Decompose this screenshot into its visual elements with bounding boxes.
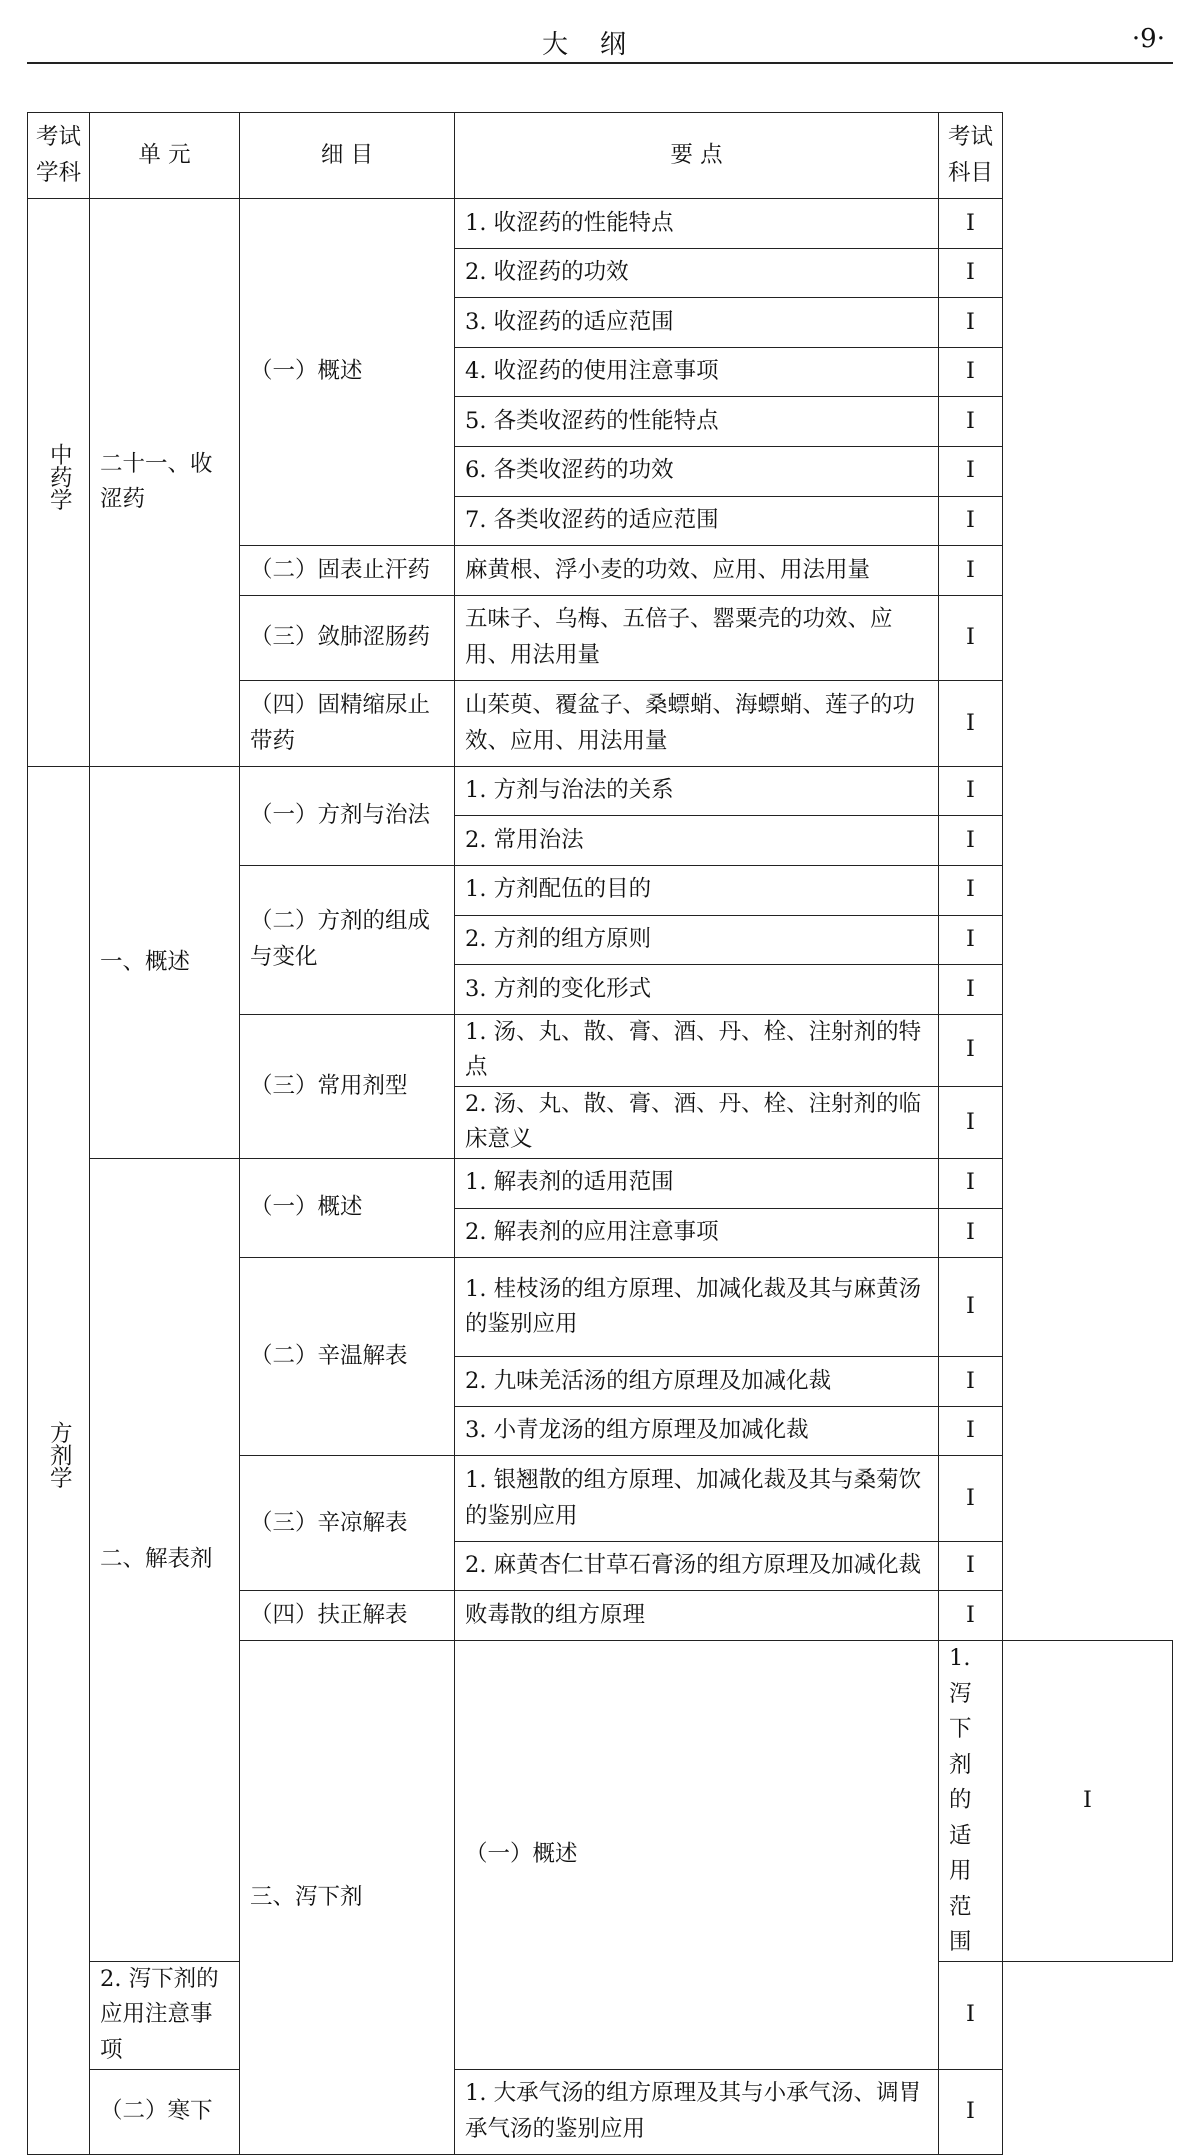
unit-cell: 二十一、收涩药 [90, 199, 240, 767]
subject-cell: 中药学 [28, 199, 90, 767]
point-cell: 1. 银翘散的组方原理、加减化裁及其与桑菊饮的鉴别应用 [455, 1456, 939, 1542]
point-cell: 五味子、乌梅、五倍子、罂粟壳的功效、应用、用法用量 [455, 595, 939, 681]
col-item: 细 目 [240, 113, 455, 199]
point-cell: 1. 方剂与治法的关系 [455, 766, 939, 816]
point-cell: 5. 各类收涩药的性能特点 [455, 397, 939, 447]
level-cell: I [939, 298, 1003, 348]
level-cell: I [939, 1961, 1003, 2069]
level-cell: I [939, 1591, 1003, 1641]
level-cell: I [939, 199, 1003, 249]
point-cell: 败毒散的组方原理 [455, 1591, 939, 1641]
point-cell: 2. 汤、丸、散、膏、酒、丹、栓、注射剂的临床意义 [455, 1086, 939, 1158]
level-cell: I [939, 865, 1003, 915]
level-cell: I [939, 1541, 1003, 1591]
col-point: 要 点 [455, 113, 939, 199]
level-cell: I [939, 546, 1003, 596]
unit-cell: 二、解表剂 [90, 1158, 240, 1961]
point-cell: 2. 麻黄杏仁甘草石膏汤的组方原理及加减化裁 [455, 1541, 939, 1591]
point-cell: 4. 收涩药的使用注意事项 [455, 347, 939, 397]
table-row [28, 766, 1173, 816]
point-cell: 2. 解表剂的应用注意事项 [455, 1208, 939, 1258]
table-row [28, 199, 1173, 249]
col-unit: 单 元 [90, 113, 240, 199]
col-level: 考试科目 [939, 113, 1003, 199]
level-cell: I [939, 1208, 1003, 1258]
point-cell: 山茱萸、覆盆子、桑螵蛸、海螵蛸、莲子的功效、应用、用法用量 [455, 681, 939, 767]
table-header-row [28, 113, 1173, 199]
item-cell: （二）寒下 [90, 2069, 240, 2155]
syllabus-table [27, 112, 1173, 2155]
point-cell: 3. 方剂的变化形式 [455, 965, 939, 1015]
point-cell: 1. 桂枝汤的组方原理、加减化裁及其与麻黄汤的鉴别应用 [455, 1258, 939, 1357]
level-cell: I [939, 248, 1003, 298]
table-row [28, 1158, 1173, 1208]
page-header [27, 22, 1173, 64]
item-cell: （一）方剂与治法 [240, 766, 455, 865]
item-cell: （三）常用剂型 [240, 1014, 455, 1158]
item-cell: （四）固精缩尿止带药 [240, 681, 455, 767]
level-cell: I [939, 681, 1003, 767]
level-cell: I [939, 965, 1003, 1015]
item-cell: （三）辛凉解表 [240, 1456, 455, 1591]
point-cell: 2. 收涩药的功效 [455, 248, 939, 298]
level-cell: I [939, 1456, 1003, 1542]
point-cell: 2. 常用治法 [455, 816, 939, 866]
level-cell: I [939, 766, 1003, 816]
level-cell: I [939, 1014, 1003, 1086]
point-cell: 7. 各类收涩药的适应范围 [455, 496, 939, 546]
page-title: 大纲 [541, 30, 658, 60]
item-cell: （四）扶正解表 [240, 1591, 455, 1641]
point-cell: 3. 收涩药的适应范围 [455, 298, 939, 348]
point-cell: 3. 小青龙汤的组方原理及加减化裁 [455, 1406, 939, 1456]
point-cell: 1. 泻下剂的适用范围 [939, 1640, 1003, 1961]
point-cell: 麻黄根、浮小麦的功效、应用、用法用量 [455, 546, 939, 596]
level-cell: I [939, 496, 1003, 546]
level-cell: I [939, 397, 1003, 447]
table-row [28, 2069, 1173, 2155]
col-subject: 考试学科 [28, 113, 90, 199]
level-cell: I [939, 1158, 1003, 1208]
point-cell: 1. 收涩药的性能特点 [455, 199, 939, 249]
point-cell: 1. 大承气汤的组方原理及其与小承气汤、调胃承气汤的鉴别应用 [455, 2069, 939, 2155]
unit-cell: 一、概述 [90, 766, 240, 1158]
point-cell: 2. 泻下剂的应用注意事项 [90, 1961, 240, 2069]
point-cell: 1. 解表剂的适用范围 [455, 1158, 939, 1208]
item-cell: （一）概述 [240, 199, 455, 546]
subject-cell: 方剂学 [28, 766, 90, 2154]
level-cell: I [939, 595, 1003, 681]
item-cell: （二）固表止汗药 [240, 546, 455, 596]
point-cell: 1. 汤、丸、散、膏、酒、丹、栓、注射剂的特点 [455, 1014, 939, 1086]
point-cell: 2. 方剂的组方原则 [455, 915, 939, 965]
point-cell: 1. 方剂配伍的目的 [455, 865, 939, 915]
level-cell: I [939, 1258, 1003, 1357]
point-cell: 6. 各类收涩药的功效 [455, 446, 939, 496]
level-cell: I [939, 915, 1003, 965]
level-cell: I [939, 2069, 1003, 2155]
level-cell: I [939, 347, 1003, 397]
item-cell: （一）概述 [240, 1158, 455, 1257]
item-cell: （二）方剂的组成与变化 [240, 865, 455, 1014]
level-cell: I [939, 1406, 1003, 1456]
page-number: ·9· [1131, 24, 1165, 54]
level-cell: I [1003, 1640, 1173, 1961]
level-cell: I [939, 1086, 1003, 1158]
item-cell: （一）概述 [455, 1640, 939, 2069]
unit-cell: 三、泻下剂 [240, 1640, 455, 2154]
level-cell: I [939, 1357, 1003, 1407]
level-cell: I [939, 446, 1003, 496]
item-cell: （三）敛肺涩肠药 [240, 595, 455, 681]
point-cell: 2. 九味羌活汤的组方原理及加减化裁 [455, 1357, 939, 1407]
level-cell: I [939, 816, 1003, 866]
item-cell: （二）辛温解表 [240, 1258, 455, 1456]
